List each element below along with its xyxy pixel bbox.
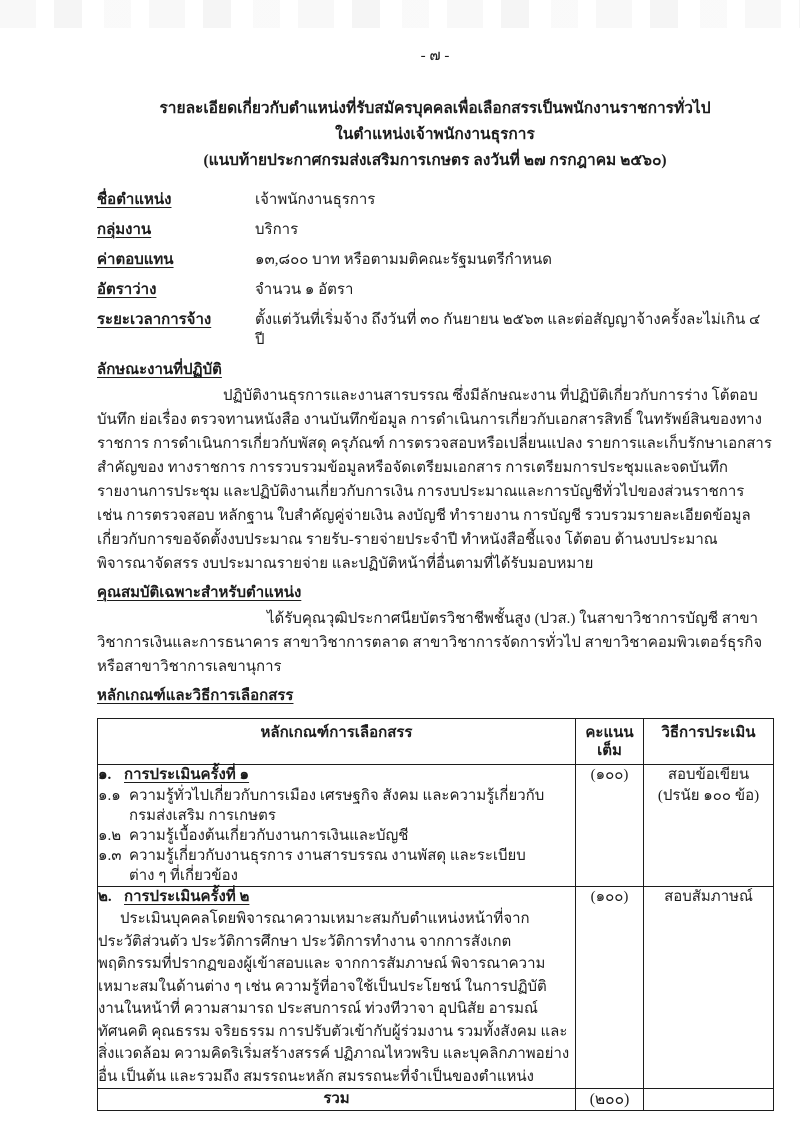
field-value: เจ้าพนักงานธุรการ: [255, 192, 376, 208]
selection-criteria-table: [97, 718, 774, 1111]
item-text: ความรู้ทั่วไปเกี่ยวกับการเมือง เศรษฐกิจ สังคม และความรู้เกี่ยวกับกรมส่งเสริม การเกษตร: [129, 788, 545, 824]
item-text: ความรู้เบื้องต้นเกี่ยวกับงานการเงินและบัญชี: [129, 828, 409, 844]
field-label: ระยะเวลาการจ้าง: [97, 312, 212, 328]
assessment-1-heading-text: การประเมินครั้งที่ ๑: [124, 767, 250, 783]
section-heading-selection: หลักเกณฑ์และวิธีการเลือกสรร: [97, 688, 294, 704]
scan-artifact: [0, 0, 800, 28]
field-label: กลุ่มงาน: [97, 222, 152, 238]
total-row: [98, 1089, 774, 1111]
table-header-row: [98, 719, 774, 765]
title-line-3: (แนบท้ายประกาศกรมส่งเสริมการเกษตร ลงวันที่ ๒๗ กรกฎาคม ๒๕๖๐): [203, 152, 667, 169]
section-qualifications: [97, 583, 773, 679]
assessment-2-score: (๑๐๐): [576, 887, 644, 1089]
assessment-1-item-3: [98, 846, 575, 886]
method-line: สอบสัมภาษณ์: [664, 889, 753, 905]
title-line-1: รายละเอียดเกี่ยวกับตำแหน่งที่รับสมัครบุคคลเพื่อเลือกสรรเป็นพนักงานราชการทั่วไป: [159, 100, 711, 117]
assessment-2-description: ประเมินบุคคลโดยพิจารณาความเหมาะสมกับตำแหน่งหน้าที่จากประวัติส่วนตัว ประวัติการศึกษา ประวัติการทำงาน จากการสังเกตพฤติกรรมที่ปรากฏของผู้เข้าสอบและ จากการสัมภาษณ์ พิจารณาความเหมาะสมในด้านต่าง ๆ เช่น ความรู้ที่อาจใช้เป็นประโยชน์ ในการปฏิบัติงานในหน้าที่ ความสามารถ ประสบการณ์ ท่วงทีวาจา อุปนิสัย อารมณ์ ทัศนคติ คุณธรรม จริยธรรม การปรับตัวเข้ากับผู้ร่วมงาน รวมทั้งสังคม และสิ่งแวดล้อม ความคิดริเริ่มสร้างสรรค์ ปฏิภาณไหวพริบ และบุคลิกภาพอย่างอื่น เป็นต้น และรวมถึง สมรรถนะหลัก สมรรถนะที่จำเป็นของตำแหน่ง: [98, 911, 570, 1085]
total-score: (๒๐๐): [576, 1089, 644, 1111]
field-row-position-name: [97, 190, 773, 210]
field-value: ตั้งแต่วันที่เริ่มจ้าง ถึงวันที่ ๓๐ กันยายน ๒๕๖๓ และต่อสัญญาจ้างครั้งละไม่เกิน ๔ ปี: [255, 312, 761, 348]
assessment-1-item-2: [98, 826, 575, 846]
item-text: ความรู้เกี่ยวกับงานธุรการ งานสารบรรณ งานพัสดุ และระเบียบต่าง ๆ ที่เกี่ยวข้อง: [129, 848, 526, 884]
assessment-2-method: [644, 887, 774, 1089]
total-label: รวม: [98, 1089, 576, 1111]
field-row-work-group: [97, 220, 773, 240]
field-row-compensation: [97, 250, 773, 270]
assessment-2-heading-text: การประเมินครั้งที่ ๒: [124, 889, 250, 905]
assessment-1-heading: [98, 765, 575, 786]
assessment-1-method: [644, 765, 774, 887]
title-line-2: ในตำแหน่งเจ้าพนักงานธุรการ: [335, 126, 535, 143]
assessment-1-number: ๑.: [98, 767, 112, 783]
field-value: บริการ: [255, 222, 299, 238]
table-header-score-line-1: คะแนน: [585, 725, 634, 741]
method-line: (ปรนัย ๑๐๐ ข้อ): [657, 788, 760, 804]
section-selection: [97, 686, 773, 1111]
page-number: - ๗ -: [420, 48, 450, 64]
duties-paragraph: ปฏิบัติงานธุรการและงานสารบรรณ ซึ่งมีลักษณะงาน ที่ปฏิบัติเกี่ยวกับการร่าง โต้ตอบ บันทึก ย่อเรื่อง ตรวจทานหนังสือ งานบันทึกข้อมูล การดำเนินการเกี่ยวกับเอกสารสิทธิ์ ในทรัพย์สินของทางราชการ การดำเนินการเกี่ยวกับพัสดุ ครุภัณฑ์ การตรวจสอบหรือเปลี่ยนแปลง รายการและเก็บรักษาเอกสารสำคัญของ ทางราชการ การรวบรวมข้อมูลหรือจัดเตรียมเอกสาร การเตรียมการประชุมและจดบันทึกรายงานการประชุม และปฏิบัติงานเกี่ยวกับการเงิน การงบประมาณและการบัญชีทั่วไปของส่วนราชการ เช่น การตรวจสอบ หลักฐาน ใบสำคัญคู่จ่ายเงิน ลงบัญชี ทำรายงาน การบัญชี รวบรวมรายละเอียดข้อมูลเกี่ยวกับการขอจัดตั้งงบประมาณ รายรับ-รายจ่ายประจำปี ทำหนังสือชี้แจง โต้ตอบ ด้านงบประมาณ พิจารณาจัดสรร งบประมาณรายจ่าย และปฏิบัติหน้าที่อื่นตามที่ได้รับมอบหมาย: [97, 388, 772, 572]
field-label: ค่าตอบแทน: [97, 252, 174, 268]
document-title: [97, 96, 773, 174]
assessment-2-number: ๒.: [98, 889, 112, 905]
table-header-criteria: หลักเกณฑ์การเลือกสรร: [98, 719, 576, 765]
method-line: สอบข้อเขียน: [667, 767, 750, 783]
table-header-score: [576, 719, 644, 765]
assessment-1-criteria-cell: [98, 765, 576, 887]
field-row-vacancy: [97, 280, 773, 300]
item-number: ๑.๓: [98, 848, 122, 864]
position-fields: [97, 190, 773, 350]
total-method-empty: [644, 1089, 774, 1111]
section-heading-qualifications: คุณสมบัติเฉพาะสำหรับตำแหน่ง: [97, 585, 302, 601]
table-header-score-line-2: เต็ม: [597, 743, 622, 759]
qualifications-paragraph: ได้รับคุณวุฒิประกาศนียบัตรวิชาชีพชั้นสูง (ปวส.) ในสาขาวิชาการบัญชี สาขาวิชาการเงินและการธนาคาร สาขาวิชาการตลาด สาขาวิชาการจัดการทั่วไป สาขาวิชาคอมพิวเตอร์ธุรกิจ หรือสาขาวิชาการเลขานุการ: [97, 611, 763, 675]
section-duties: [97, 360, 773, 576]
item-number: ๑.๒: [98, 828, 122, 844]
section-heading-duties: ลักษณะงานที่ปฏิบัติ: [97, 362, 222, 378]
table-header-method: วิธีการประเมิน: [644, 719, 774, 765]
field-label: อัตราว่าง: [97, 282, 157, 298]
field-row-employment-period: [97, 310, 773, 350]
item-number: ๑.๑: [98, 788, 121, 804]
field-label: ชื่อตำแหน่ง: [97, 192, 172, 208]
assessment-2-criteria-cell: [98, 887, 576, 1089]
assessment-1-item-1: [98, 786, 575, 826]
field-value: ๑๓,๘๐๐ บาท หรือตามมติคณะรัฐมนตรีกำหนด: [255, 252, 553, 268]
assessment-1-score: (๑๐๐): [576, 765, 644, 887]
field-value: จำนวน ๑ อัตรา: [255, 282, 354, 298]
assessment-2-heading: [98, 887, 575, 908]
assessment-row-2: [98, 887, 774, 1089]
assessment-row-1: [98, 765, 774, 887]
